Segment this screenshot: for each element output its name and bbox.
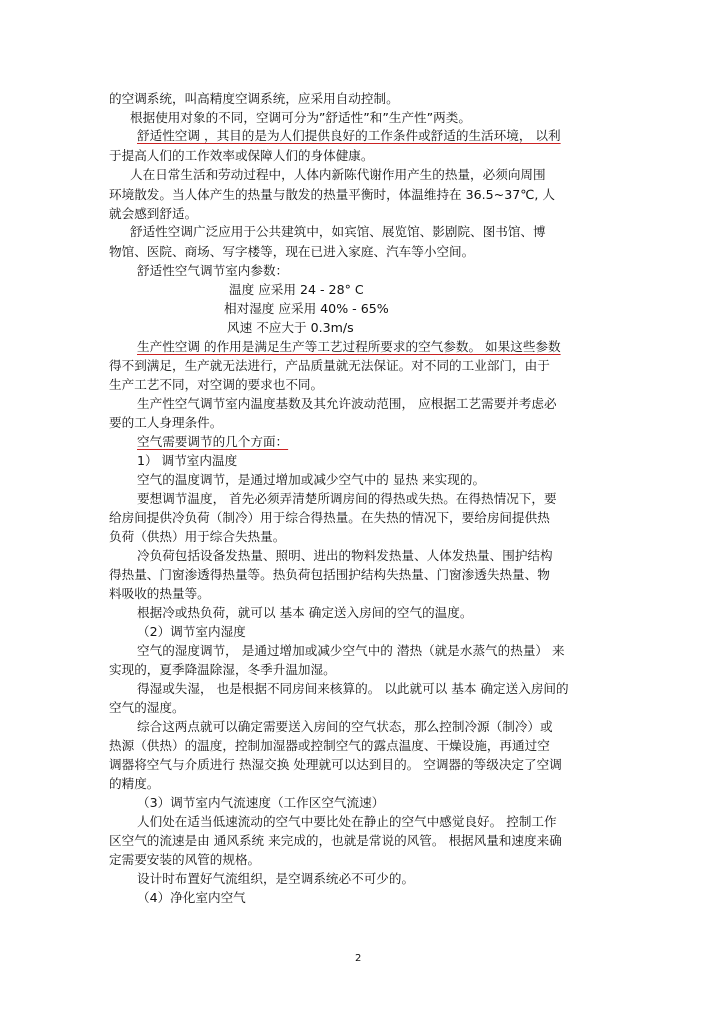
text-line: 根据冷或热负荷，就可以 基本 确定送入房间的空气的温度。 [137,605,473,620]
text-line: 定需要安装的风管的规格。 [109,852,261,867]
industrial-ac-paragraph [137,337,561,357]
parameters-heading: 舒适性空气调节室内参数： [137,263,289,278]
text-line: 给房间提供冷负荷（制冷）用于综合得热量。在失热的情况下，要给房间提供热 [109,510,550,525]
air-speed-parameter: 风速 不应大于 0.3m/s [227,320,354,335]
section-heading [137,432,288,452]
text-line: 实现的，夏季降温除湿，冬季升温加湿。 [109,662,336,677]
text-line: 冷负荷包括设备发热量、照明、进出的物料发热量、人体发热量、围护结构 [137,548,553,563]
text-line: 空气的温度调节，是通过增加或减少空气中的 显热 来实现的。 [137,472,486,487]
text-line: 的空调系统，叫高精度空调系统，应采用自动控制。 [109,91,399,106]
text-line: 根据使用对象的不同，空调可分为”舒适性”和”生产性”两类。 [130,110,471,125]
subsection-heading: （4）净化室内空气 [137,890,246,905]
text-line: 区空气的流速是由 通风系统 来完成的，也就是常说的风管。 根据风量和速度来确 [109,833,562,848]
page-number: 2 [355,953,362,964]
text-line: 就会感到舒适。 [109,206,198,221]
text-line: 环境散发。当人体产生的热量与散发的热量平衡时，体温维持在 36.5~37℃, 人 [109,187,555,202]
text-line: 人在日常生活和劳动过程中，人体内新陈代谢作用产生的热量，必须向周围 [130,167,546,182]
text-line: 得湿或失湿， 也是根据不同房间来核算的。 以此就可以 基本 确定送入房间的 [137,681,569,696]
text-line: 设计时布置好气流组织，是空调系统必不可少的。 [137,871,415,886]
temperature-parameter: 温度 应采用 24 - 28° C [229,282,364,297]
text-line: 要的工人身理条件。 [109,415,223,430]
text-line: 调器将空气与介质进行 热湿交换 处理就可以达到目的。 空调器的等级决定了空调 [109,757,562,772]
subsection-heading: （3）调节室内气流速度（工作区空气流速） [137,795,385,810]
comfort-ac-term: 舒适性空调 ，其目的是为人们提供良好的工作条件或舒适的生活环境， 以利 [137,128,561,143]
text-line: 综合这两点就可以确定需要送入房间的空气状态，那么控制冷源（制冷）或 [137,719,553,734]
subsection-heading: 1） 调节室内温度 [137,453,238,468]
text-line: 生产工艺不同，对空调的要求也不同。 [109,377,324,392]
section-heading-text: 空气需要调节的几个方面： [137,434,289,449]
comfort-ac-paragraph [137,126,561,146]
text-line: 负荷（供热）用于综合失热量。 [109,529,286,544]
text-line: 得不到满足，生产就无法进行，产品质量就无法保证。对不同的工业部门，由于 [109,358,550,373]
industrial-ac-term: 生产性空调 的作用是满足生产等工艺过程所要求的空气参数。 如果这些参数 [137,339,561,354]
text-line: 空气的湿度调节， 是通过增加或减少空气中的 潜热（就是水蒸气的热量） 来 [137,643,565,658]
text-line: 的精度。 [109,776,160,791]
text-line: 舒适性空调广泛应用于公共建筑中，如宾馆、展览馆、影剧院、图书馆、博 [130,224,546,239]
text-line: 人们处在适当低速流动的空气中要比处在静止的空气中感觉良好。 控制工作 [137,814,557,829]
text-line: 得热量、门窗渗透得热量等。热负荷包括围护结构失热量、门窗渗透失热量、物 [109,567,550,582]
humidity-parameter: 相对湿度 应采用 40% - 65% [224,301,389,316]
text-line: 要想调节温度， 首先必须弄清楚所调房间的得热或失热。在得热情况下，要 [137,491,557,506]
subsection-heading: （2）调节室内湿度 [137,624,246,639]
text-line: 热源（供热）的温度，控制加湿器或控制空气的露点温度、干燥设施，再通过空 [109,738,550,753]
text-line: 物馆、医院、商场、写字楼等，现在已进入家庭、汽车等小空间。 [109,244,475,259]
text-line: 生产性空气调节室内温度基数及其允许波动范围， 应根据工艺需要并考虑必 [137,396,557,411]
text-line: 于提高人们的工作效率或保障人们的身体健康。 [109,148,374,163]
text-line: 料吸收的热量等。 [109,586,210,601]
text-line: 空气的湿度。 [109,700,185,715]
